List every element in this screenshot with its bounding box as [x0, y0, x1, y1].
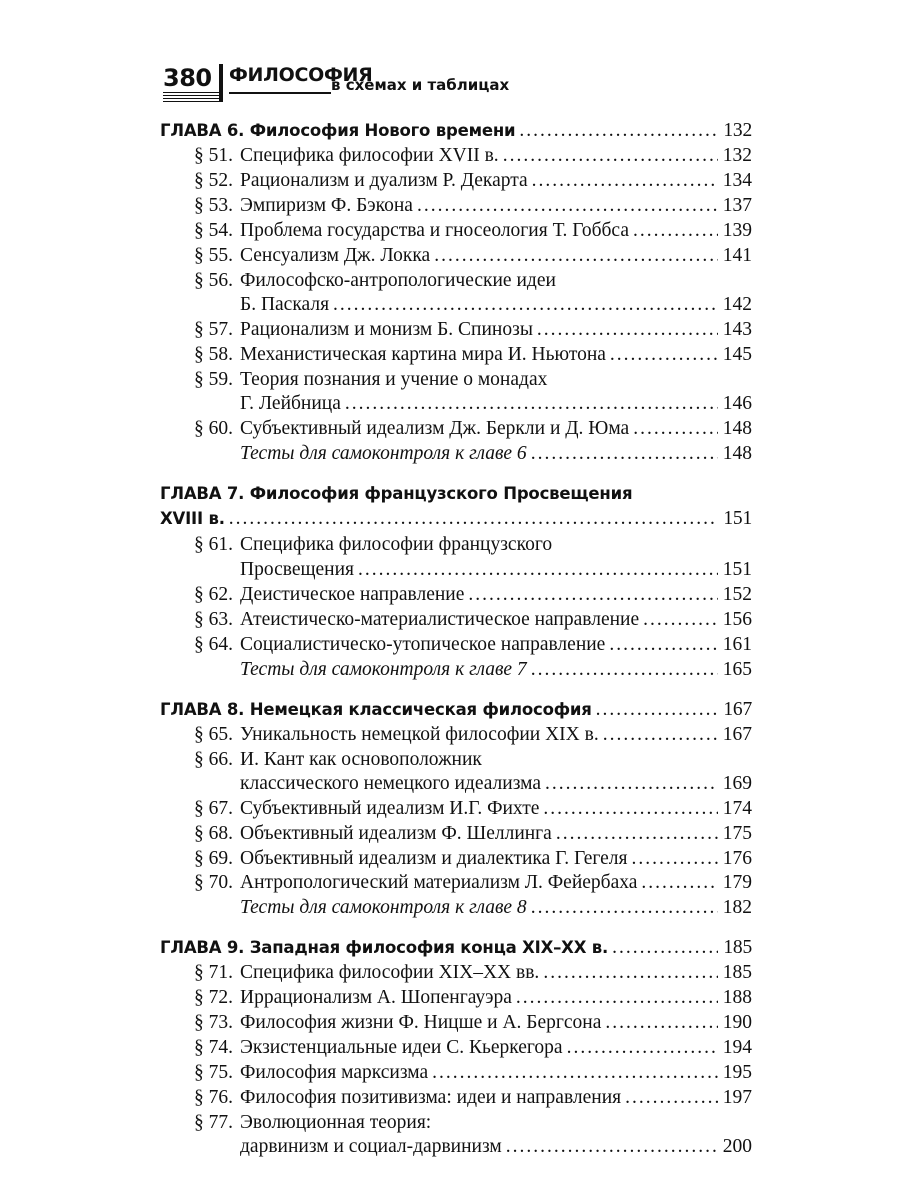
leader-dots [609, 632, 718, 658]
leader-dots [531, 895, 718, 921]
leader-dots [537, 317, 718, 343]
leader-dots [596, 697, 718, 723]
page-ref: 148 [722, 443, 752, 464]
entry-title: Эволюционная теория: [240, 1112, 432, 1133]
section-number: § 64. [194, 634, 233, 655]
toc-entry [160, 771, 752, 797]
section-number: § 65. [194, 724, 233, 745]
page-number: 380 [163, 64, 212, 92]
page-ref: 165 [722, 659, 752, 680]
page-ref: 167 [722, 724, 752, 745]
page-ref: 145 [722, 344, 752, 365]
page-ref: 179 [722, 872, 752, 893]
entry-title: Просвещения [240, 559, 354, 580]
toc-entry [160, 532, 752, 558]
chapter-title: ГЛАВА 9. Западная философия конца XIX–XX в. [160, 938, 609, 957]
page-ref: 194 [722, 1037, 752, 1058]
section-number: § 74. [194, 1037, 233, 1058]
toc-entry [160, 557, 752, 583]
leader-dots [567, 1035, 718, 1061]
page-ref: 142 [722, 294, 752, 315]
toc-entry [160, 796, 752, 822]
leader-dots [633, 218, 718, 244]
toc-entry [160, 985, 752, 1011]
toc-entry [160, 391, 752, 417]
entry-title: Проблема государства и гносеология Т. Гоббса [240, 220, 629, 241]
page-ref: 174 [722, 798, 752, 819]
entry-title: Философия марксизма [240, 1062, 429, 1083]
page-ref: 161 [722, 634, 752, 655]
page-ref: 141 [722, 245, 752, 266]
page-ref: 190 [722, 1012, 752, 1033]
header-divider [219, 64, 223, 102]
leader-dots [543, 796, 718, 822]
section-number: § 52. [194, 170, 233, 191]
leader-dots [432, 1060, 718, 1086]
entry-title: Антропологический материализм Л. Фейербаха [240, 872, 638, 893]
page-ref: 156 [722, 609, 752, 630]
toc-entry [160, 243, 752, 269]
entry-title: Объективный идеализм и диалектика Г. Гегеля [240, 848, 628, 869]
toc-chapter [160, 506, 752, 532]
page-ref: 197 [722, 1087, 752, 1108]
page-ref: 175 [722, 823, 752, 844]
entry-title: Тесты для самоконтроля к главе 7 [240, 659, 527, 680]
page-ref: 200 [722, 1136, 752, 1157]
page-ref: 151 [722, 559, 752, 580]
header-rule-lines [163, 92, 219, 102]
entry-title: Деистическое направление [240, 584, 465, 605]
toc-entry [160, 1134, 752, 1160]
section-number: § 77. [194, 1112, 233, 1133]
leader-dots [531, 657, 718, 683]
entry-title: Эмпиризм Ф. Бэкона [240, 195, 413, 216]
page-ref: 185 [723, 937, 752, 958]
leader-dots [532, 168, 718, 194]
entry-title: Субъективный идеализм И.Г. Фихте [240, 798, 540, 819]
leader-dots [605, 1010, 718, 1036]
toc-entry [160, 657, 752, 683]
entry-title: Философия позитивизма: идеи и направления [240, 1087, 622, 1108]
entry-title: Сенсуализм Дж. Локка [240, 245, 431, 266]
entry-title: Специфика философии XVII в. [240, 145, 499, 166]
section-number: § 75. [194, 1062, 233, 1083]
leader-dots [345, 391, 718, 417]
section-number: § 57. [194, 319, 233, 340]
entry-title: Субъективный идеализм Дж. Беркли и Д. Юма [240, 418, 630, 439]
entry-title: классического немецкого идеализма [240, 773, 542, 794]
section-number: § 76. [194, 1087, 233, 1108]
toc-chapter [160, 481, 752, 507]
toc-entry [160, 193, 752, 219]
section-number: § 66. [194, 749, 233, 770]
toc-entry [160, 1035, 752, 1061]
entry-title: Иррационализм А. Шопенгауэра [240, 987, 512, 1008]
toc-entry [160, 960, 752, 986]
chapter-title: ГЛАВА 8. Немецкая классическая философия [160, 700, 592, 719]
leader-dots [333, 292, 718, 318]
page-ref: 182 [722, 897, 752, 918]
leader-dots [468, 582, 718, 608]
toc-entry [160, 821, 752, 847]
page-ref: 143 [722, 319, 752, 340]
leader-dots [625, 1085, 718, 1111]
entry-title: И. Кант как основоположник [240, 749, 482, 770]
page-ref: 185 [722, 962, 752, 983]
page-ref: 148 [722, 418, 752, 439]
page-ref: 151 [723, 508, 752, 529]
entry-title: Экзистенциальные идеи С. Кьеркегора [240, 1037, 563, 1058]
entry-title: Тесты для самоконтроля к главе 6 [240, 443, 527, 464]
section-number: § 62. [194, 584, 233, 605]
toc-entry [160, 895, 752, 921]
toc-entry [160, 268, 752, 294]
toc-entry [160, 416, 752, 442]
toc-entry [160, 317, 752, 343]
toc-entry [160, 342, 752, 368]
page-ref: 195 [722, 1062, 752, 1083]
toc-entry [160, 846, 752, 872]
leader-dots [229, 506, 718, 532]
entry-title: Атеистическо-материалистическое направление [240, 609, 640, 630]
book-title: ФИЛОСОФИЯ [229, 64, 373, 86]
toc-entry [160, 747, 752, 773]
leader-dots [519, 118, 718, 144]
toc-entry [160, 143, 752, 169]
section-number: § 73. [194, 1012, 233, 1033]
entry-title: Г. Лейбница [240, 393, 341, 414]
toc-chapter [160, 935, 752, 961]
book-subtitle: в схемах и таблицах [331, 76, 510, 94]
leader-dots [545, 771, 718, 797]
section-number: § 70. [194, 872, 233, 893]
section-number: § 59. [194, 369, 233, 390]
chapter-title: ГЛАВА 6. Философия Нового времени [160, 121, 516, 140]
section-number: § 68. [194, 823, 233, 844]
entry-title: Специфика философии XIX–XX вв. [240, 962, 540, 983]
page-ref: 134 [722, 170, 752, 191]
leader-dots [543, 960, 718, 986]
toc-entry [160, 168, 752, 194]
leader-dots [417, 193, 718, 219]
section-number: § 69. [194, 848, 233, 869]
entry-title: Специфика философии французского [240, 534, 553, 555]
toc-entry [160, 218, 752, 244]
entry-title: дарвинизм и социал-дарвинизм [240, 1136, 502, 1157]
chapter-title: XVIII в. [160, 509, 225, 528]
toc-entry [160, 607, 752, 633]
entry-title: Механистическая картина мира И. Ньютона [240, 344, 606, 365]
page-ref: 152 [722, 584, 752, 605]
page-ref: 176 [722, 848, 752, 869]
entry-title: Социалистическо-утопическое направление [240, 634, 606, 655]
leader-dots [434, 243, 718, 269]
entry-title: Философия жизни Ф. Ницше и А. Бергсона [240, 1012, 602, 1033]
entry-title: Рационализм и монизм Б. Спинозы [240, 319, 533, 340]
entry-title: Б. Паскаля [240, 294, 330, 315]
section-number: § 54. [194, 220, 233, 241]
section-number: § 72. [194, 987, 233, 1008]
leader-dots [632, 846, 719, 872]
page-ref: 132 [723, 120, 752, 141]
toc-chapter [160, 118, 752, 144]
section-number: § 58. [194, 344, 233, 365]
section-number: § 53. [194, 195, 233, 216]
leader-dots [643, 607, 718, 633]
leader-dots [531, 441, 718, 467]
leader-dots [516, 985, 718, 1011]
leader-dots [641, 870, 718, 896]
leader-dots [506, 1134, 718, 1160]
page-ref: 139 [722, 220, 752, 241]
title-underline [229, 92, 331, 94]
toc-entry [160, 1010, 752, 1036]
toc-entry [160, 632, 752, 658]
toc-entry [160, 292, 752, 318]
chapter-title: ГЛАВА 7. Философия французского Просвещения [160, 484, 633, 503]
entry-title: Уникальность немецкой философии XIX в. [240, 724, 599, 745]
leader-dots [612, 935, 718, 961]
page-ref: 137 [722, 195, 752, 216]
page-ref: 132 [722, 145, 752, 166]
section-number: § 61. [194, 534, 233, 555]
entry-title: Объективный идеализм Ф. Шеллинга [240, 823, 552, 844]
section-number: § 60. [194, 418, 233, 439]
leader-dots [610, 342, 718, 368]
entry-title: Философско-антропологические идеи [240, 270, 556, 291]
entry-title: Рационализм и дуализм Р. Декарта [240, 170, 528, 191]
page-ref: 146 [722, 393, 752, 414]
section-number: § 55. [194, 245, 233, 266]
toc-entry [160, 870, 752, 896]
leader-dots [603, 722, 718, 748]
toc-entry [160, 1060, 752, 1086]
entry-title: Тесты для самоконтроля к главе 8 [240, 897, 527, 918]
toc-entry [160, 582, 752, 608]
section-number: § 63. [194, 609, 233, 630]
entry-title: Теория познания и учение о монадах [240, 369, 548, 390]
running-header [163, 62, 763, 106]
toc-entry [160, 1085, 752, 1111]
leader-dots [503, 143, 718, 169]
section-number: § 51. [194, 145, 233, 166]
section-number: § 67. [194, 798, 233, 819]
leader-dots [358, 557, 718, 583]
page-ref: 188 [722, 987, 752, 1008]
section-number: § 71. [194, 962, 233, 983]
section-number: § 56. [194, 270, 233, 291]
page-ref: 167 [723, 699, 752, 720]
leader-dots [633, 416, 718, 442]
leader-dots [556, 821, 718, 847]
toc-entry [160, 441, 752, 467]
toc-entry [160, 722, 752, 748]
toc-entry [160, 1110, 752, 1136]
toc-chapter [160, 697, 752, 723]
page-ref: 169 [722, 773, 752, 794]
toc-entry [160, 367, 752, 393]
